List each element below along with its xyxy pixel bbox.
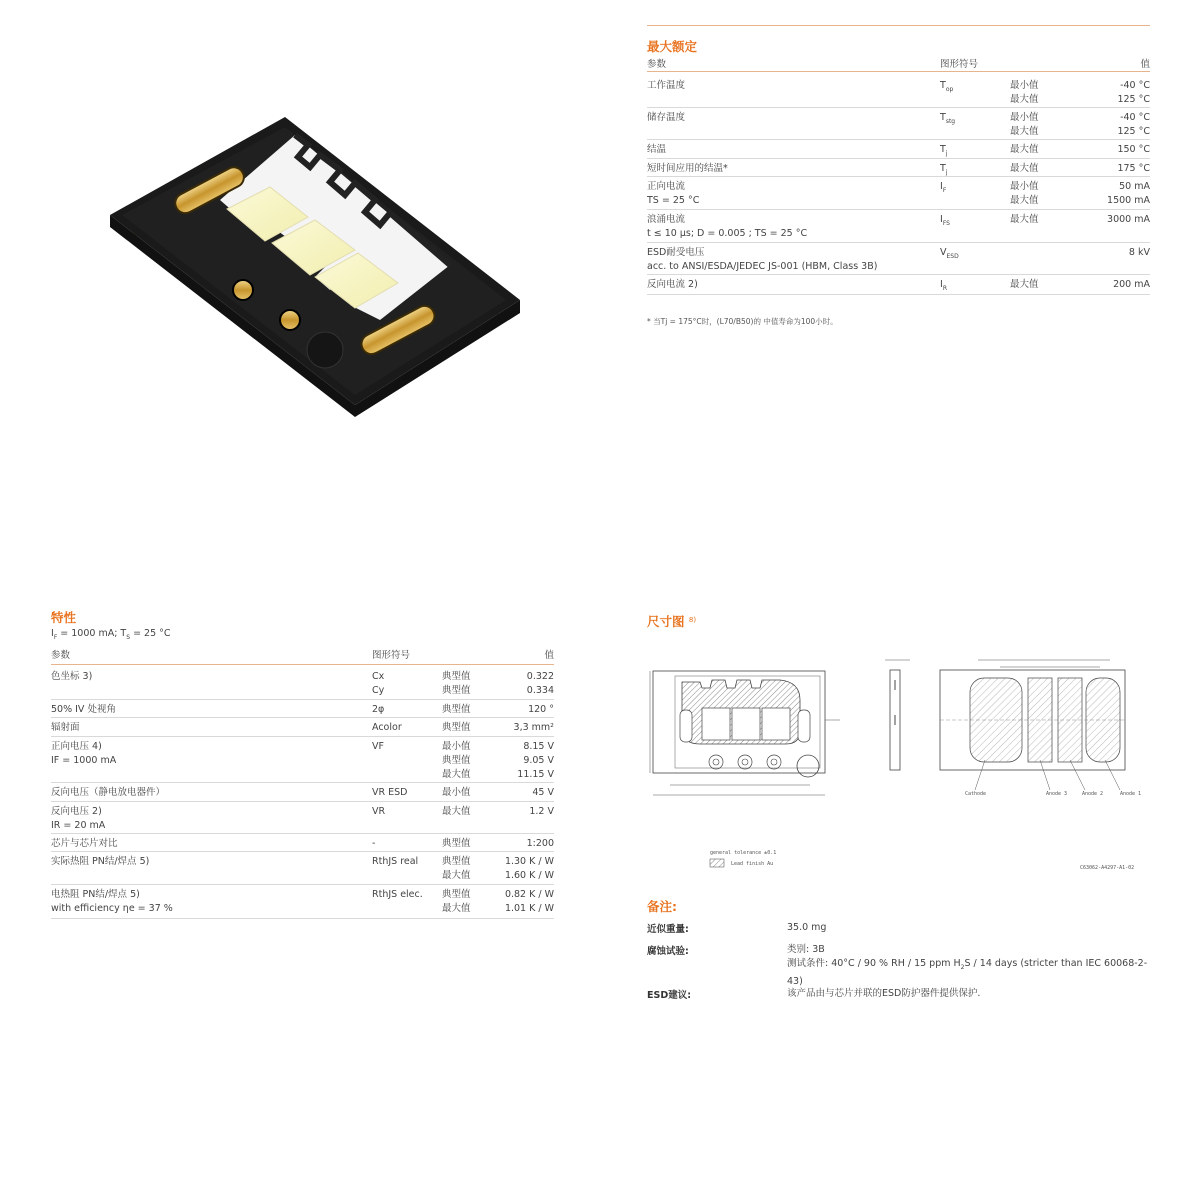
- symbol: $T_j$: [940, 144, 948, 157]
- symbol: $T_{op}$: [940, 80, 954, 93]
- weight-label: 近似重量:: [647, 924, 689, 935]
- value: 3,3 mm²: [513, 722, 554, 733]
- table-row-divider: [51, 833, 554, 834]
- weight-value: 35.0 mg: [787, 922, 827, 933]
- limit-type: 最大值: [1010, 126, 1039, 137]
- param-label: 实际热阻 PN结/焊点 5): [51, 856, 150, 867]
- col-header-value: 值: [1140, 59, 1150, 70]
- table-row-divider: [647, 274, 1150, 275]
- param-label: 电热阻 PN结/焊点 5): [51, 889, 140, 900]
- param-label: 芯片与芯片对比: [51, 838, 118, 849]
- param-condition: with efficiency ηe = 37 %: [51, 903, 173, 914]
- param-label: 正向电压 4): [51, 741, 102, 752]
- value: 125 °C: [1117, 126, 1150, 137]
- value: 3000 mA: [1107, 214, 1150, 225]
- value-type: 最大值: [442, 870, 471, 881]
- label-anode3: Anode 3: [1046, 791, 1068, 797]
- symbol: VR: [372, 806, 386, 817]
- table-row-divider: [647, 209, 1150, 210]
- symbol: $V_{ESD}$: [940, 247, 959, 260]
- value: 1.2 V: [529, 806, 554, 817]
- characteristics-title: 特性: [51, 610, 77, 625]
- table-row-divider: [51, 699, 554, 700]
- limit-type: 最大值: [1010, 214, 1039, 225]
- limit-type: 最大值: [1010, 94, 1039, 105]
- value: 9.05 V: [523, 755, 554, 766]
- symbol: RthJS real: [372, 856, 419, 867]
- limit-type: 最小值: [1010, 181, 1039, 192]
- value: 1.01 K / W: [504, 903, 554, 914]
- char-header-symbol: 图形符号: [372, 650, 411, 661]
- characteristics-condition: $I_F = 1000$ mA; $T_S = 25$ °C: [51, 628, 171, 641]
- symbol: $I_{FS}$: [940, 214, 950, 227]
- param-label: 结温: [647, 144, 667, 155]
- symbol: $I_R$: [940, 279, 947, 292]
- corrosion-condition: 测试条件: 40°C / 90 % RH / 15 ppm $H_2S / 14$ days (stricter than IEC 60068-2-43): [787, 958, 1148, 987]
- value: 175 °C: [1117, 163, 1150, 174]
- col-header-symbol: 图形符号: [940, 59, 979, 70]
- limit-type: 最大值: [1010, 144, 1039, 155]
- label-anode1: Anode 1: [1120, 791, 1142, 797]
- table-row-divider: [51, 801, 554, 802]
- value: 200 mA: [1113, 279, 1150, 290]
- value: 0.322: [526, 671, 554, 682]
- value: 1.60 K / W: [504, 870, 554, 881]
- param-label: 反向电压 2): [51, 806, 102, 817]
- max-ratings-title: 最大额定: [647, 39, 698, 54]
- corrosion-label: 腐蚀试验:: [647, 946, 689, 957]
- lead-finish-note: Lead finish Au: [731, 861, 774, 867]
- value: 1.30 K / W: [504, 856, 554, 867]
- table-row-divider: [51, 736, 554, 737]
- drawing-number: C63062-A4297-A1-02: [1080, 865, 1135, 871]
- dimension-title: 尺寸图 $^{8)}$: [647, 614, 697, 629]
- value-type: 典型值: [442, 685, 471, 696]
- table-row-divider: [647, 158, 1150, 159]
- param-condition: IR = 20 mA: [51, 820, 106, 831]
- value: 8.15 V: [523, 741, 554, 752]
- value: 0.334: [526, 685, 554, 696]
- value: 45 V: [532, 787, 554, 798]
- param-label: 储存温度: [647, 112, 686, 123]
- param-label: 反向电压（静电放电器件）: [51, 787, 166, 798]
- notes-title: 备注:: [647, 899, 677, 914]
- limit-type: 最大值: [1010, 163, 1039, 174]
- symbol: VR ESD: [372, 787, 408, 798]
- symbol: 2φ: [372, 704, 385, 715]
- value-type: 最小值: [442, 787, 471, 798]
- value: 0.82 K / W: [504, 889, 554, 900]
- symbol: Cx: [372, 671, 385, 682]
- value-type: 典型值: [442, 755, 471, 766]
- symbol: $I_F$: [940, 181, 947, 194]
- value-type: 最小值: [442, 741, 471, 752]
- corrosion-class: 类别: 3B: [787, 944, 825, 955]
- param-label: 工作温度: [647, 80, 686, 91]
- param-label: 50% IV 处视角: [51, 704, 116, 715]
- symbol: Acolor: [372, 722, 402, 733]
- param-label: 反向电流 2): [647, 279, 698, 290]
- value-type: 典型值: [442, 722, 471, 733]
- value: -40 °C: [1120, 80, 1150, 91]
- value: 11.15 V: [517, 769, 554, 780]
- value-type: 典型值: [442, 671, 471, 682]
- led-product-image: [100, 105, 530, 425]
- value-type: 典型值: [442, 856, 471, 867]
- value: 8 kV: [1128, 247, 1150, 258]
- param-label: ESD耐受电压: [647, 247, 705, 258]
- param-condition: IF = 1000 mA: [51, 755, 117, 766]
- param-label: 正向电流: [647, 181, 686, 192]
- value-type: 典型值: [442, 838, 471, 849]
- value: 1500 mA: [1107, 195, 1150, 206]
- label-cathode: Cathode: [965, 791, 987, 797]
- limit-type: 最大值: [1010, 279, 1039, 290]
- value: 50 mA: [1119, 181, 1150, 192]
- value: 150 °C: [1117, 144, 1150, 155]
- table-row-divider: [647, 176, 1150, 177]
- value: 120 °: [528, 704, 554, 715]
- param-condition: acc. to ANSI/ESDA/JEDEC JS-001 (HBM, Class 3B): [647, 261, 878, 272]
- table-row-divider: [647, 242, 1150, 243]
- table-row-divider: [51, 717, 554, 718]
- value-type: 最大值: [442, 806, 471, 817]
- value-type: 典型值: [442, 704, 471, 715]
- symbol: $T_{stg}$: [940, 112, 956, 125]
- table-row-divider: [647, 139, 1150, 140]
- table-row-divider: [51, 782, 554, 783]
- symbol: $T_j$: [940, 163, 948, 176]
- param-condition: t ≤ 10 µs; D = 0.005 ; TS = 25 °C: [647, 228, 808, 239]
- symbol: VF: [372, 741, 384, 752]
- param-label: 辐射面: [51, 722, 80, 733]
- table-row-divider: [647, 107, 1150, 108]
- limit-type: 最小值: [1010, 112, 1039, 123]
- dimension-drawing: [640, 640, 1155, 880]
- limit-type: 最小值: [1010, 80, 1039, 91]
- value: -40 °C: [1120, 112, 1150, 123]
- param-label: 浪涌电流: [647, 214, 686, 225]
- value-type: 最大值: [442, 903, 471, 914]
- param-label: 短时间应用的结温*: [647, 163, 728, 174]
- value: 1:200: [526, 838, 554, 849]
- value: 125 °C: [1117, 94, 1150, 105]
- symbol: RthJS elec.: [372, 889, 423, 900]
- col-header-param: 参数: [647, 59, 667, 70]
- char-header-value: 值: [544, 650, 554, 661]
- limit-type: 最大值: [1010, 195, 1039, 206]
- table-row-divider: [51, 884, 554, 885]
- esd-text: 该产品由与芯片并联的ESD防护器件提供保护.: [787, 988, 981, 999]
- value-type: 最大值: [442, 769, 471, 780]
- param-condition: TS = 25 °C: [647, 195, 700, 206]
- esd-label: ESD建议:: [647, 990, 692, 1001]
- char-header-param: 参数: [51, 650, 71, 661]
- symbol: -: [372, 838, 376, 849]
- value-type: 典型值: [442, 889, 471, 900]
- tolerance-note: general tolerance ±0.1: [710, 850, 777, 856]
- symbol: Cy: [372, 685, 385, 696]
- table-row-divider: [51, 851, 554, 852]
- max-ratings-footnote: * 当Tj = 175°C时，(L70/B50)的 中值寿命为100小时。: [647, 317, 838, 326]
- param-label: 色坐标 3): [51, 671, 93, 682]
- label-anode2: Anode 2: [1082, 791, 1104, 797]
